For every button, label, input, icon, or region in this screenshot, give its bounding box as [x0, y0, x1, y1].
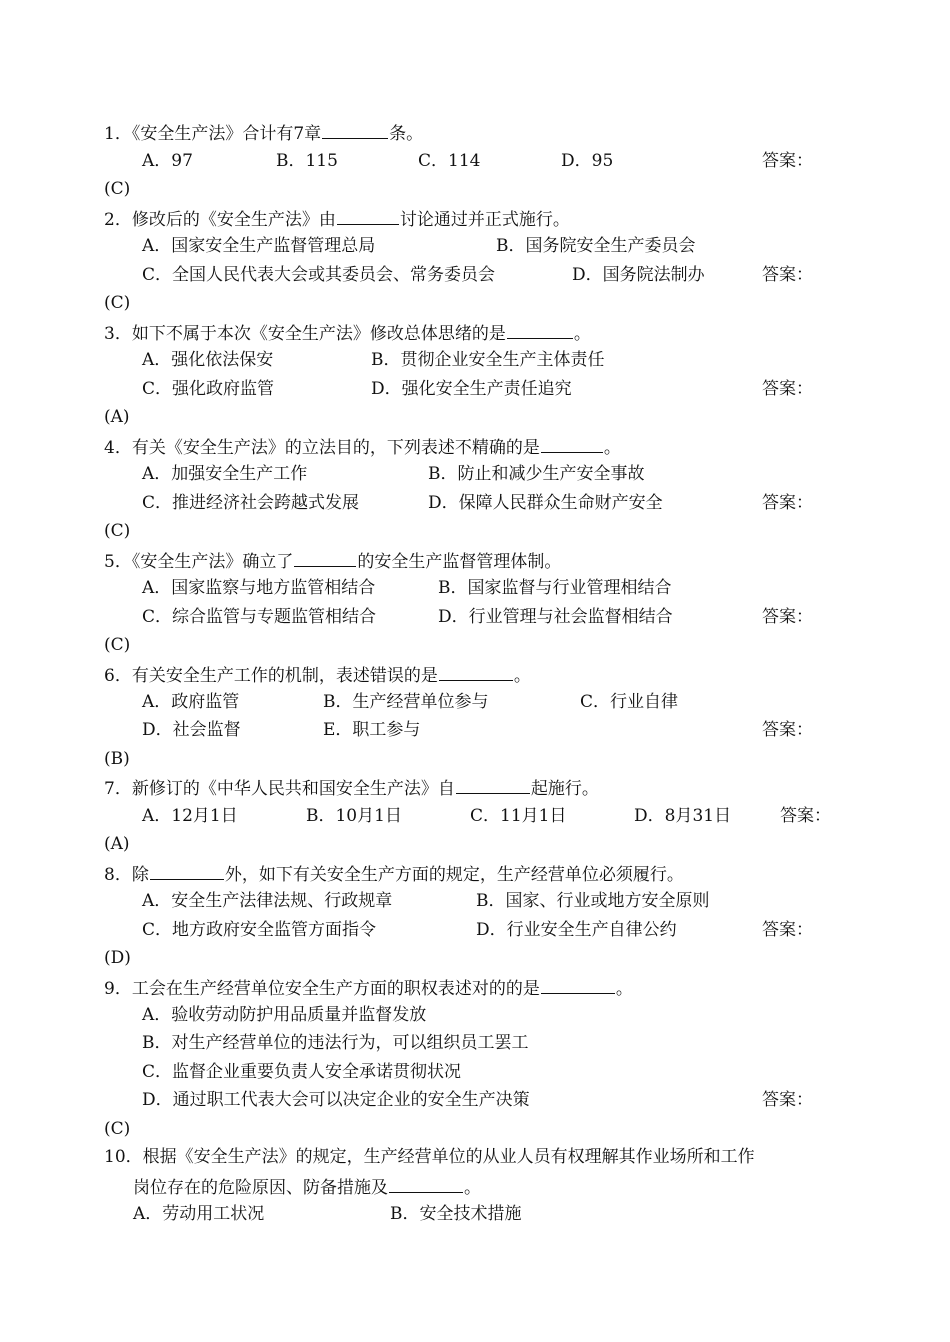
- answer-blank: [150, 863, 224, 880]
- option-3b: B．贯彻企业安全生产主体责任: [371, 350, 605, 370]
- option-6b: B．生产经营单位参与: [323, 692, 489, 712]
- question-2-text-end: 讨论通过并正式施行。: [399, 210, 570, 230]
- question-1-stem: [104, 122, 423, 144]
- question-1-text-end: 条。: [389, 124, 424, 144]
- answer-label-8: 答案：: [762, 920, 813, 940]
- option-3d: D．强化安全生产责任追究: [371, 379, 572, 399]
- option-5a: A．国家监察与地方监管相结合: [142, 578, 376, 598]
- question-4-text: 4．有关《安全生产法》的立法目的，下列表述不精确的是: [104, 438, 540, 458]
- answer-label-9: 答案：: [762, 1090, 813, 1110]
- option-6c: C．行业自律: [580, 692, 679, 712]
- option-1d: D．95: [561, 151, 614, 171]
- question-7-stem: [104, 777, 599, 799]
- answer-5: (C): [104, 635, 131, 655]
- answer-blank: [337, 208, 399, 225]
- question-3-stem: [104, 322, 591, 344]
- answer-blank: [389, 1176, 463, 1193]
- option-5c: C．综合监管与专题监管相结合: [142, 607, 377, 627]
- answer-label-7: 答案：: [780, 806, 831, 826]
- answer-9: (C): [104, 1119, 131, 1139]
- option-7c: C．11月1日: [470, 806, 567, 826]
- question-6-stem: [104, 664, 531, 686]
- option-4c: C．推进经济社会跨越式发展: [142, 493, 360, 513]
- question-7-text: 7．新修订的《中华人民共和国安全生产法》自: [104, 779, 455, 799]
- answer-label-5: 答案：: [762, 607, 813, 627]
- answer-blank: [322, 122, 388, 139]
- question-10-text: 岗位存在的危险原因、防备措施及: [133, 1178, 388, 1198]
- answer-blank: [541, 977, 615, 994]
- question-2-text: 2．修改后的《安全生产法》由: [104, 210, 336, 230]
- question-5-text-end: 的安全生产监督管理体制。: [357, 552, 562, 572]
- option-5d: D．行业管理与社会监督相结合: [438, 607, 673, 627]
- question-7-text-end: 起施行。: [530, 779, 599, 799]
- option-3a: A．强化依法保安: [142, 350, 274, 370]
- answer-label-4: 答案：: [762, 493, 813, 513]
- answer-blank: [507, 322, 573, 339]
- option-7a: A．12月1日: [142, 806, 238, 826]
- option-1c: C．114: [418, 151, 481, 171]
- answer-6: (B): [104, 749, 130, 769]
- option-5b: B．国家监督与行业管理相结合: [438, 578, 672, 598]
- option-2c: C．全国人民代表大会或其委员会、常务委员会: [142, 265, 496, 285]
- question-4-text-end: 。: [603, 438, 621, 458]
- answer-blank: [294, 550, 356, 567]
- question-10-text-end: 。: [464, 1178, 481, 1198]
- answer-8: (D): [104, 948, 131, 968]
- option-7b: B．10月1日: [306, 806, 402, 826]
- answer-1: (C): [104, 179, 131, 199]
- option-4d: D．保障人民群众生命财产安全: [428, 493, 663, 513]
- answer-blank: [456, 777, 530, 794]
- question-9-stem: [104, 977, 633, 999]
- option-1a: A．97: [142, 151, 193, 171]
- question-1-text: 1．《安全生产法》合计有7章: [104, 124, 322, 144]
- option-6e: E．职工参与: [323, 720, 421, 740]
- option-2b: B．国务院安全生产委员会: [496, 236, 696, 256]
- option-4b: B．防止和减少生产安全事故: [428, 464, 645, 484]
- option-2d: D．国务院法制办: [572, 265, 705, 285]
- option-10b: B．安全技术措施: [390, 1204, 522, 1224]
- question-6-text: 6．有关安全生产工作的机制，表述错误的是: [104, 666, 438, 686]
- option-10a: A．劳动用工状况: [133, 1204, 265, 1224]
- option-1b: B．115: [276, 151, 338, 171]
- option-7d: D．8月31日: [634, 806, 732, 826]
- option-8c: C．地方政府安全监管方面指令: [142, 920, 377, 940]
- option-3c: C．强化政府监管: [142, 379, 275, 399]
- question-10-stem: 10．根据《安全生产法》的规定，生产经营单位的从业人员有权理解其作业场所和工作: [104, 1147, 755, 1167]
- answer-label-6: 答案：: [762, 720, 813, 740]
- answer-3: (A): [104, 407, 130, 427]
- answer-2: (C): [104, 293, 131, 313]
- option-6d: D．社会监督: [142, 720, 241, 740]
- option-2a: A．国家安全生产监督管理总局: [142, 236, 376, 256]
- question-4-stem: [104, 436, 621, 458]
- question-8-stem: [104, 863, 684, 885]
- question-8-text: 8．除: [104, 865, 149, 885]
- question-9-text-end: 。: [615, 979, 633, 999]
- option-9b: B．对生产经营单位的违法行为，可以组织员工罢工: [142, 1033, 529, 1053]
- option-6a: A．政府监管: [142, 692, 240, 712]
- question-5-stem: [104, 550, 561, 572]
- question-2-stem: [104, 208, 570, 230]
- option-8b: B．国家、行业或地方安全原则: [476, 891, 710, 911]
- question-3-text: 3．如下不属于本次《安全生产法》修改总体思绪的是: [104, 324, 506, 344]
- option-8d: D．行业安全生产自律公约: [476, 920, 677, 940]
- answer-blank: [439, 664, 513, 681]
- question-10-stem-line2: [133, 1176, 481, 1198]
- question-8-text-end: 外，如下有关安全生产方面的规定，生产经营单位必须履行。: [224, 865, 684, 885]
- answer-label-2: 答案：: [762, 265, 813, 285]
- option-9d: D．通过职工代表大会可以决定企业的安全生产决策: [142, 1090, 530, 1110]
- answer-7: (A): [104, 834, 130, 854]
- answer-blank: [541, 436, 603, 453]
- question-3-text-end: 。: [573, 324, 591, 344]
- question-9-text: 9．工会在生产经营单位安全生产方面的职权表述对的的是: [104, 979, 540, 999]
- question-5-text: 5．《安全生产法》确立了: [104, 552, 294, 572]
- answer-4: (C): [104, 521, 131, 541]
- option-9a: A．验收劳动防护用品质量并监督发放: [142, 1005, 427, 1025]
- option-4a: A．加强安全生产工作: [142, 464, 308, 484]
- answer-label-1: 答案：: [762, 151, 813, 171]
- answer-label-3: 答案：: [762, 379, 813, 399]
- option-8a: A．安全生产法律法规、行政规章: [142, 891, 393, 911]
- question-6-text-end: 。: [513, 666, 531, 686]
- option-9c: C．监督企业重要负责人安全承诺贯彻状况: [142, 1062, 462, 1082]
